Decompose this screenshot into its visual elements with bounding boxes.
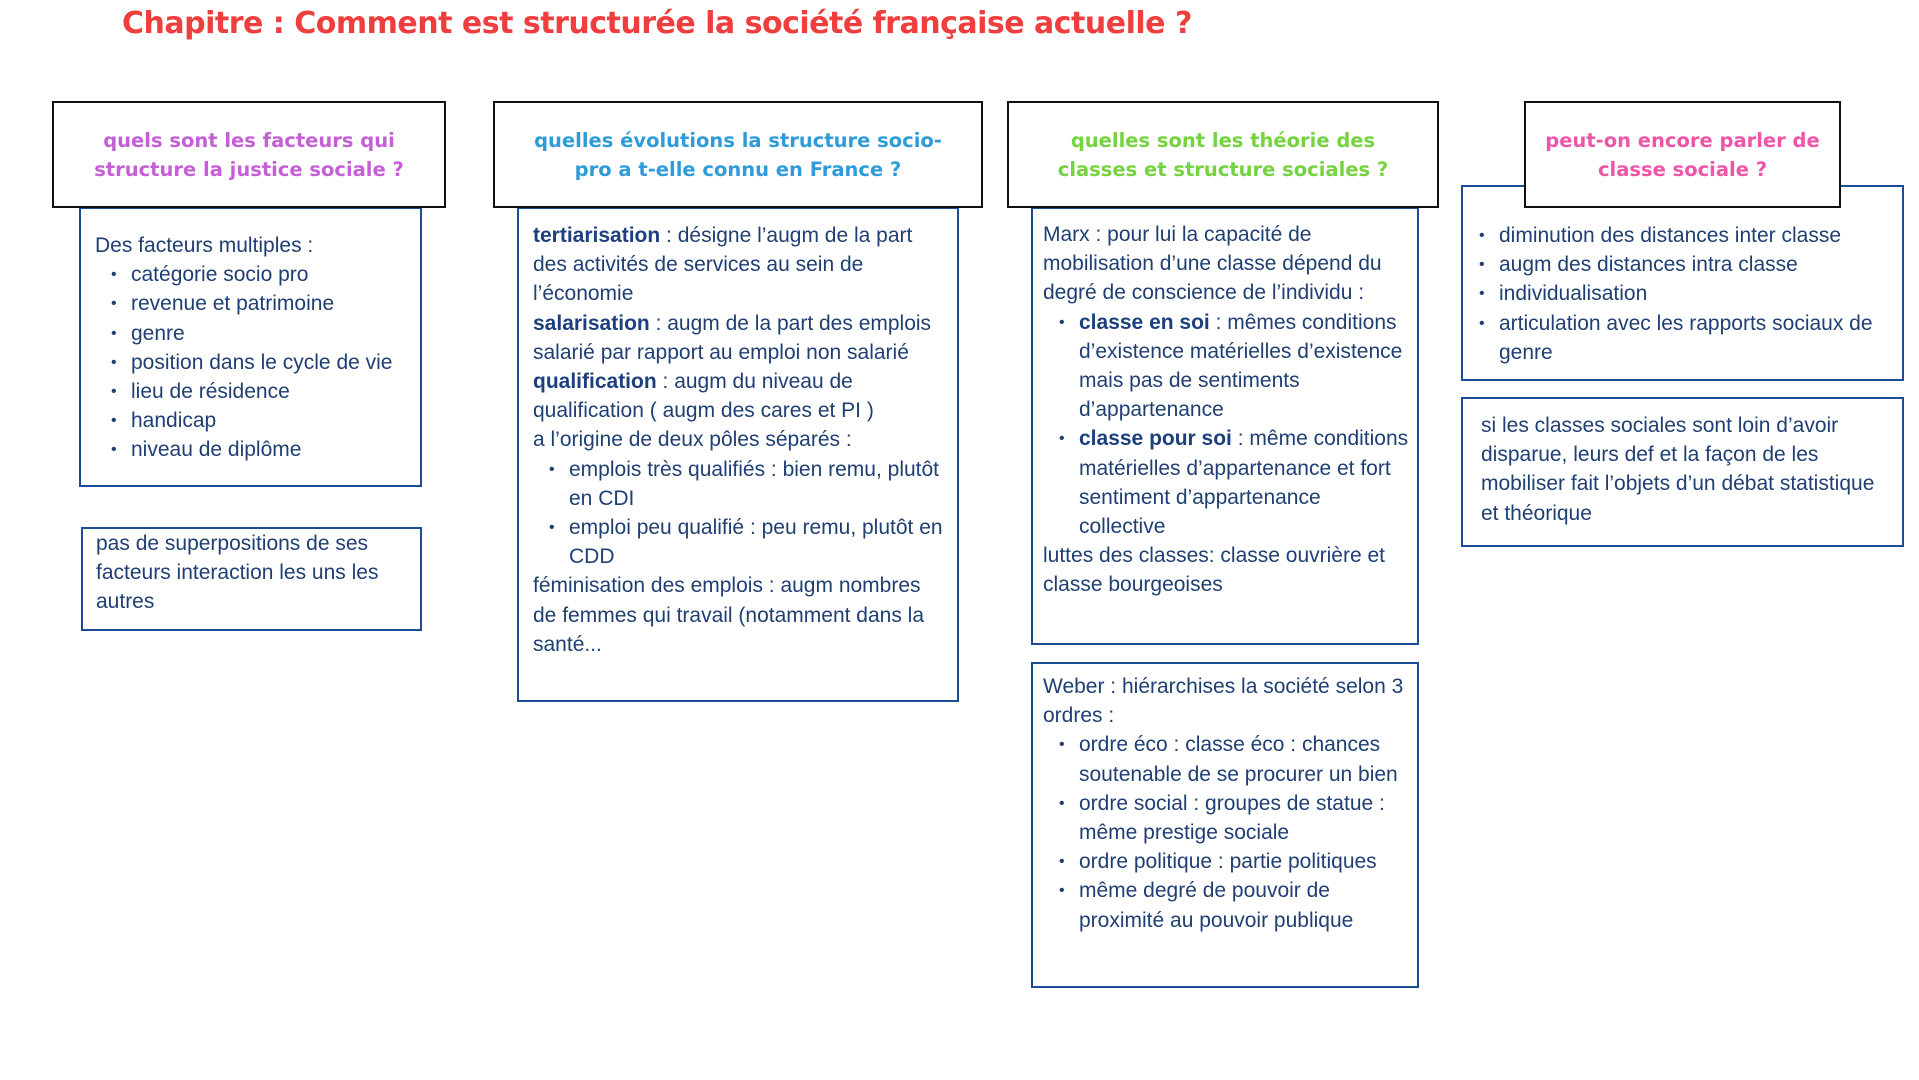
page-title: Chapitre : Comment est structurée la société française actuelle ? [122, 6, 1192, 41]
tertiarisation-term: tertiarisation [533, 224, 661, 247]
origine-text: a l’origine de deux pôles séparés : [533, 428, 852, 452]
luttes-text: luttes des classes: classe ouvrière et classe bourgeoises [1043, 544, 1385, 597]
qualification-paragraph: qualification : augm du niveau de qualification ( augm des cares et PI ) [533, 370, 874, 423]
list-item: • même degré de pouvoir de proximité au pouvoir publique [1079, 876, 1411, 934]
classe-en-soi-term: classe en soi [1079, 310, 1210, 334]
list-item: • augm des distances intra classe [1499, 250, 1892, 279]
list-item: • classe en soi : mêmes conditions d’existence matérielles d’existence mais pas de sentiments d’appartenance [1079, 308, 1411, 425]
list-item: • classe pour soi : même conditions matérielles d’appartenance et fort sentiment d’appartenance collective [1079, 424, 1411, 541]
list-item: • niveau de diplôme [131, 435, 406, 464]
classe-pour-soi-term: classe pour soi [1079, 427, 1232, 451]
list-item: • genre [131, 319, 406, 348]
list-item: • revenue et patrimoine [131, 289, 406, 318]
qualification-term: qualification [533, 370, 657, 394]
list-item: • position dans le cycle de vie [131, 348, 406, 377]
question-text: quelles sont les théorie des classes et structure sociales ? [1057, 128, 1389, 181]
list-item: • emplois très qualifiés : bien remu, plutôt en CDI [569, 455, 943, 513]
question-text: quels sont les facteurs qui structure la justice sociale ? [94, 128, 404, 181]
list-item: • ordre éco : classe éco : chances soutenable de se procurer un bien [1079, 730, 1411, 788]
question-box-justice-sociale [52, 101, 446, 208]
facteurs-intro: Des facteurs multiples : [95, 234, 314, 257]
list-item: • lieu de résidence [131, 377, 406, 406]
note-box-debat [1461, 397, 1904, 547]
list-item: • catégorie socio pro [131, 260, 406, 289]
content-box-facteurs [79, 207, 422, 487]
feminisation-text: féminisation des emplois : augm nombres de femmes qui travail (notamment dans la santé... [533, 574, 925, 656]
list-item: • ordre social : groupes de statue : même prestige sociale [1079, 789, 1411, 847]
tertiarisation-paragraph: tertiarisation : désigne l’augm de la part des activités de services au sein de l’économie [533, 224, 913, 306]
content-box-evolutions [517, 207, 959, 702]
question-box-theories [1007, 101, 1439, 208]
marx-list [1043, 308, 1411, 542]
salarisation-paragraph: salarisation : augm de la part des emplois salarié par rapport au emploi non salarié [533, 311, 932, 364]
question-box-evolutions [493, 101, 983, 208]
marx-intro: Marx : pour lui la capacité de mobilisation d’une classe dépend du degré de conscience de l’individu : [1043, 223, 1382, 305]
salarisation-term: salarisation [533, 311, 650, 335]
list-item: • handicap [131, 406, 406, 435]
list-item: • ordre politique : partie politiques [1079, 847, 1411, 876]
list-item: • individualisation [1499, 279, 1892, 308]
poles-list [533, 455, 943, 572]
note-text: si les classes sociales sont loin d’avoir disparue, leurs def et la façon de les mobiliser fait l’objets d’un débat statistique et théorique [1481, 414, 1875, 525]
list-item: • diminution des distances inter classe [1499, 221, 1892, 250]
facteurs-list [95, 260, 406, 464]
question-text: quelles évolutions la structure socio-pro a t-elle connu en France ? [534, 128, 942, 181]
weber-intro: Weber : hiérarchises la société selon 3 ordres : [1043, 675, 1404, 728]
note-box-superposition [81, 527, 422, 631]
question-box-classe-sociale [1524, 101, 1841, 208]
list-item: • articulation avec les rapports sociaux de genre [1499, 309, 1892, 367]
content-box-marx [1031, 207, 1419, 645]
list-item: • emploi peu qualifié : peu remu, plutôt en CDD [569, 513, 943, 571]
content-box-weber [1031, 662, 1419, 988]
content-box-classes-sociales [1461, 185, 1904, 381]
classes-list [1463, 221, 1892, 367]
weber-list [1043, 730, 1411, 934]
question-text: peut-on encore parler de classe sociale ? [1545, 128, 1820, 181]
note-text: pas de superpositions de ses facteurs interaction les uns les autres [96, 532, 379, 614]
